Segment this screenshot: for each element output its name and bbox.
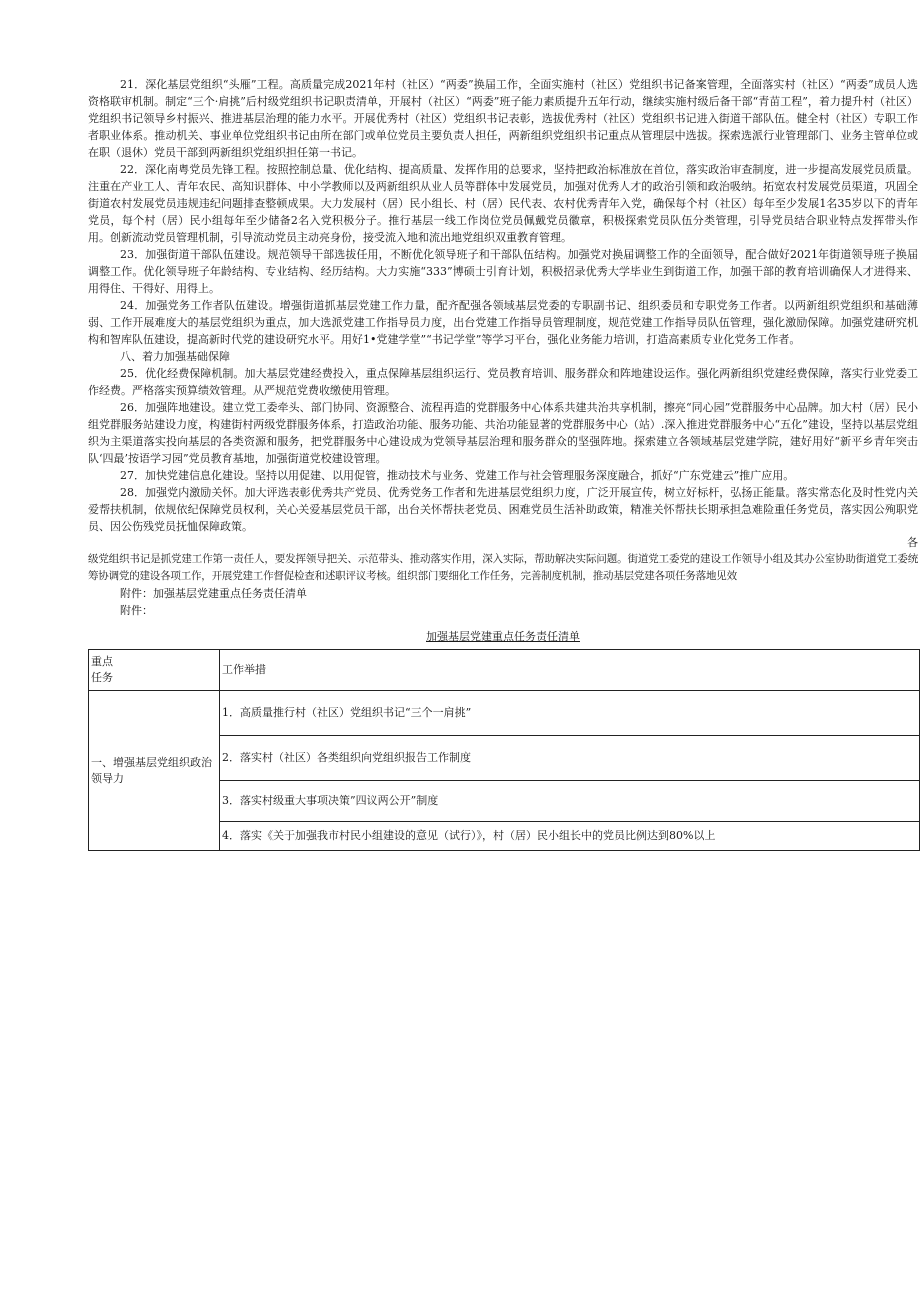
paragraph-continuation: 级党组织书记是抓党建工作第一责任人，要发挥领导把关、示范带头、推动落实作用，深入实际，帮助解决实际问题。街道党工委党的建设工作领导小组及其办公室协助街道党工委统筹协调党的建设各项工作，开展党建工作督促检查和述职评议考核。组织部门要细化工作任务，完善制度机制，推动基层党建各项任务落地见效 (88, 553, 918, 582)
paragraph-22: 22．深化南粤党员先锋工程。按照控制总量、优化结构、提高质量、发挥作用的总要求，坚持把政治标准放在首位，落实政治审查制度，进一步提高发展党员质量。注重在产业工人、青年农民、高知识群体、中小学教师以及两新组织从业人员等群体中发展党员，加强对优秀人才的政治引领和政治吸纳。拓宽农村发展党员渠道，巩固全街道农村发展党员违规违纪问题排查整顿成果。大力发展村（居）民小组长、村（居）民代表、农村优秀青年入党，确保每个村（社区）每年至少发展1名35岁以下的青年党员，每个村（居）民小组每年至少储备2名入党积极分子。推行基层一线工作岗位党员佩戴党员徽章，积极探索党员队伍分类管理，引导党员结合职业特点发挥带头作用。创新流动党员管理机制，引导流动党员主动亮身份，接受流入地和流出地党组织双重教育管理。 (88, 163, 918, 244)
responsibility-table (88, 649, 920, 851)
right-fragment: 各 (907, 536, 918, 549)
paragraph-25: 25．优化经费保障机制。加大基层党建经费投入，重点保障基层组织运行、党员教育培训、服务群众和阵地建设运作。强化两新组织党建经费保障，落实行业党委工作经费。严格落实预算绩效管理。从严规范党费收缴使用管理。 (88, 367, 918, 397)
measure-item-4: 4．落实《关于加强我市村民小组建设的意见（试行）》，村（居）民小组长中的党员比例达到80%以上 (220, 822, 920, 851)
paragraph-24: 24．加强党务工作者队伍建设。增强街道抓基层党建工作力量，配齐配强各领域基层党委的专职副书记、组织委员和专职党务工作者。以两新组织党组织和基础薄弱、工作开展难度大的基层党组织为重点，加大选派党建工作指导员力度，出台党建工作指导员管理制度，规范党建工作指导员队伍管理，强化激励保障。加强党建研究机构和智库队伍建设，提高新时代党的建设研究水平。用好1•党建学堂”“书记学堂”等学习平台，强化业务能力培训，打造高素质专业化党务工作者。 (88, 299, 918, 346)
section-heading-8: 八、着力加强基础保障 (120, 350, 230, 363)
section-label-cell: 一、增强基层党组织政治领导力 (89, 691, 220, 851)
document-page (88, 76, 918, 851)
table-row (89, 691, 920, 736)
measure-item-3: 3．落实村级重大事项决策”四议两公开”制度 (220, 781, 920, 822)
paragraph-26: 26．加强阵地建设。建立党工委牵头、部门协同、资源整合、流程再造的党群服务中心体系共建共治共享机制，擦亮“同心园”党群服务中心品牌。加大村（居）民小组党群服务站建设力度，构建街村两级党群服务体系，打造政治功能、服务功能、共治功能显著的党群服务中心（站）.深入推进党群服务中心“五化”建设，坚持以基层党组织为主渠道落实投向基层的各类资源和服务，把党群服务中心建设成为党领导基层治理和服务群众的坚强阵地。探索建立各领域基层党建学院，建好用好“新平乡青年突击队‘四最’按语学习园”党员教育基地，加强街道党校建设管理。 (88, 401, 918, 465)
header-key-task: 重点 任务 (89, 650, 220, 691)
paragraph-27: 27．加快党建信息化建设。坚持以用促建、以用促管，推动技术与业务、党建工作与社会管理服务深度融合，抓好“广东党建云”推广应用。 (120, 469, 795, 482)
attachment-label: 附件： (120, 604, 153, 617)
attachment-line: 附件：加强基层党建重点任务责任清单 (120, 587, 307, 600)
measure-item-2: 2．落实村（社区）各类组织向党组织报告工作制度 (220, 736, 920, 781)
header-work-measures: 工作举措 (220, 650, 920, 691)
paragraph-21: 21．深化基层党组织“头雁”工程。高质量完成2021年村（社区）“两委”换届工作，全面实施村（社区）党组织书记备案管理，全面落实村（社区）“两委”成员人选资格联审机制。制定“三个·肩挑”后村级党组织书记职责清单，开展村（社区）“两委”班子能力素质提升五年行动，继续实施村级后备干部“青苗工程”，着力提升村（社区）党组织书记领导乡村振兴、推进基层治理的能力水平。开展优秀村（社区）党组织书记表彰，选拔优秀村（社区）党组织书记进入街道干部队伍。健全村（社区）专职工作者职业体系。推动机关、事业单位党组织书记由所在部门或单位党员主要负责人担任，两新组织党组织书记重点从管理层中选拔。探索选派行业管理部门、业务主管单位或在职（退休）党员干部到两新组织党组织担任第一书记。 (88, 78, 918, 159)
measure-item-1: 1．高质量推行村（社区）党组织书记“三个一肩挑” (220, 691, 920, 736)
table-title: 加强基层党建重点任务责任清单 (426, 630, 580, 643)
table-header-row (89, 650, 920, 691)
paragraph-28: 28．加强党内激励关怀。加大评选表彰优秀共产党员、优秀党务工作者和先进基层党组织力度，广泛开展宣传，树立好标杆，弘扬正能量。落实常态化及时性党内关爱帮扶机制，依规依纪保障党员权利，关心关爱基层党员干部，出台关怀帮扶老党员、困难党员生活补助政策，精准关怀帮扶长期承担急难险重任务党员，落实因公殉职党员、因公伤残党员抚恤保障政策。 (88, 486, 918, 533)
paragraph-23: 23．加强街道干部队伍建设。规范领导干部选拔任用，不断优化领导班子和干部队伍结构。加强党对换届调整工作的全面领导，配合做好2021年街道领导班子换届调整工作。优化领导班子年龄结构、专业结构、经历结构。大力实施“333”博硕士引育计划，积极招录优秀大学毕业生到街道工作，加强干部的教育培训确保人才进得来、用得住、干得好、用得上。 (88, 248, 918, 295)
